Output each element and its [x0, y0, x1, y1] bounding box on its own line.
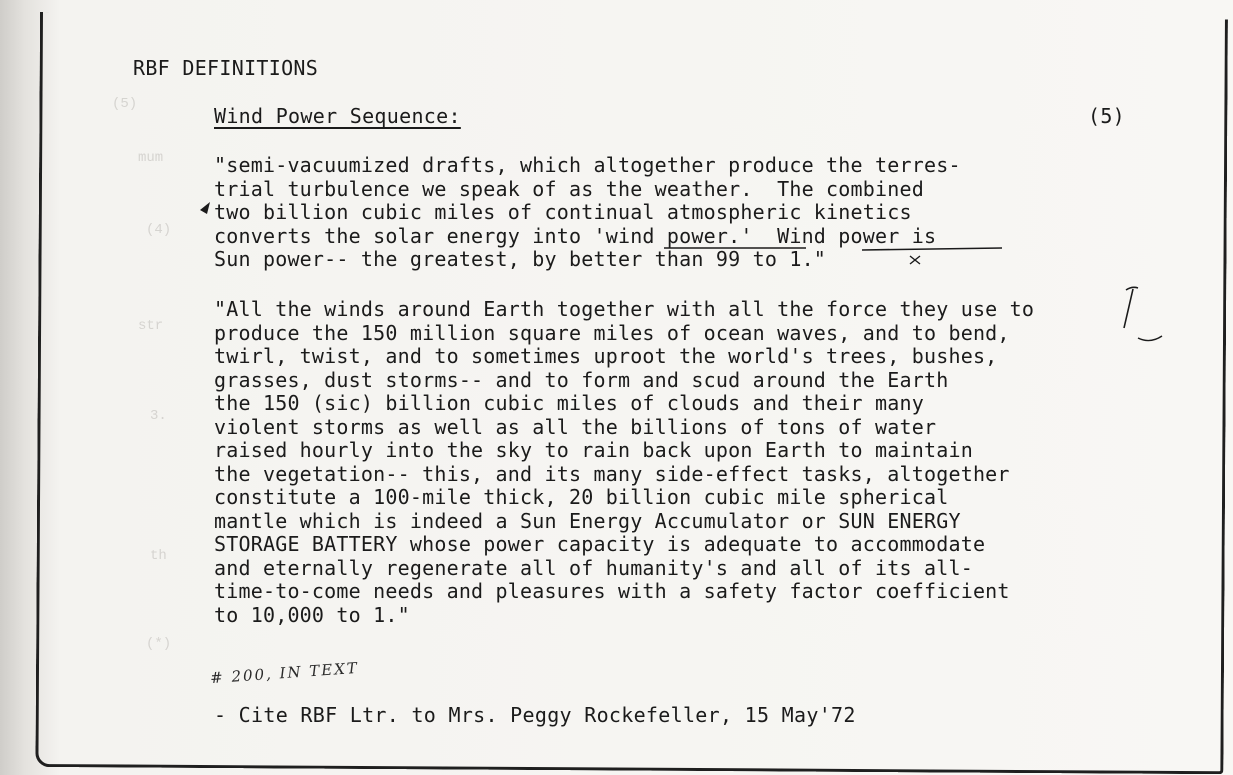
edit-slash-mark	[1124, 287, 1138, 328]
underline-mark	[862, 248, 1002, 250]
bleed-through-mark: str	[138, 318, 164, 334]
text-line: time-to-come needs and pleasures with a safety factor coefficient	[214, 579, 1010, 603]
bleed-through-mark: (5)	[112, 96, 138, 112]
text-line: the 150 (sic) billion cubic miles of clouds and their many	[214, 391, 924, 415]
handwritten-note: # 200, IN TEXT	[209, 658, 360, 688]
text-line: converts the solar energy into 'wind power.' Wind power is	[214, 223, 937, 248]
section-title: Wind Power Sequence:	[214, 104, 461, 128]
text-line: to 10,000 to 1."	[214, 602, 410, 627]
text-line: constitute a 100-mile thick, 20 billion cubic mile spherical	[214, 485, 949, 509]
text-line: twirl, twist, and to sometimes uproot the world's trees, bushes,	[214, 344, 998, 368]
bleed-through-mark: (4)	[146, 222, 172, 238]
section-number: (5)	[1088, 104, 1126, 128]
text-line: trial turbulence we speak of as the weather. The combined	[214, 176, 924, 201]
text-line: produce the 150 million square miles of ocean waves, and to bend,	[214, 320, 1010, 345]
text-line: two billion cubic miles of continual atmospheric kinetics	[214, 200, 912, 224]
bleed-through-mark: th	[150, 548, 167, 564]
text-line: grasses, dust storms-- and to form and scud around the Earth	[214, 367, 949, 392]
insertion-caret-mark	[200, 202, 210, 214]
text-line: "All the winds around Earth together with all the force they use to	[214, 297, 1035, 321]
citation-line: - Cite RBF Ltr. to Mrs. Peggy Rockefeller, 15 May'72	[214, 703, 856, 727]
bleed-through-mark: 3.	[150, 408, 167, 424]
bleed-through-mark: mum	[138, 150, 164, 166]
text-line: mantle which is indeed a Sun Energy Accumulator or SUN ENERGY	[214, 508, 961, 533]
bleed-through-mark: (*)	[146, 636, 172, 652]
text-line: violent storms as well as all the billions of tons of water	[214, 414, 937, 439]
text-line: raised hourly into the sky to rain back upon Earth to maintain	[214, 438, 973, 462]
text-line: STORAGE BATTERY whose power capacity is adequate to accommodate	[214, 532, 986, 556]
correction-mark	[910, 256, 920, 264]
document-heading: RBF DEFINITIONS	[133, 56, 319, 80]
edit-curve-mark	[1138, 336, 1162, 341]
text-line: "semi-vacuumized drafts, which altogether produce the terres-	[214, 153, 961, 177]
text-line: the vegetation-- this, and its many side-effect tasks, altogether	[214, 461, 1010, 486]
text-line: Sun power-- the greatest, by better than 99 to 1."	[214, 247, 827, 271]
text-line: and eternally regenerate all of humanity's and all of its all-	[214, 555, 973, 580]
